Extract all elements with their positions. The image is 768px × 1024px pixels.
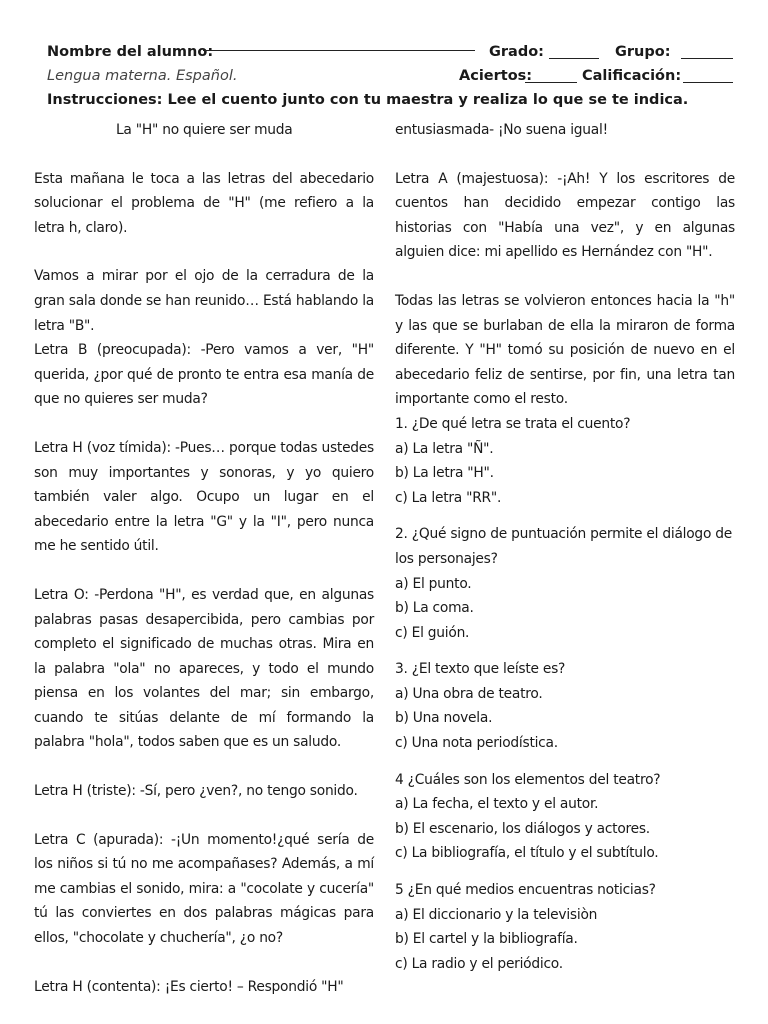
name-field[interactable] [203,50,475,51]
name-label: Nombre del alumno: [47,44,214,60]
question-text: 3. ¿El texto que leíste es? [395,661,566,678]
question-4 [395,768,735,866]
grade-field[interactable] [549,58,599,59]
story-paragraph: Vamos a mirar por el ojo de la cerradura de la gran sala donde se han reunido… Está hablando la letra "B". [34,268,374,334]
answer-option[interactable]: a) La fecha, el texto y el autor. [395,796,599,813]
story-paragraph: Letra B (preocupada): -Pero vamos a ver, "H" querida, ¿por qué de pronto te entra esa manía de que no quieres ser muda? [34,342,374,408]
question-text: 4 ¿Cuáles son los elementos del teatro? [395,771,661,788]
story-paragraph: Letra O: -Perdona "H", es verdad que, en algunas palabras pasas desapercibida, pero cambias por completo el significado de muchas otras. Mira en la palabra "ola" no apareces, y todo el mundo piensa en los volantes del mar; sin embargo, cuando te sitúas delante de mí formando la palabra "hola", todos saben que es un saludo. [34,586,374,751]
question-text: 5 ¿En qué medios encuentras noticias? [395,882,656,899]
story-paragraph: Letra A (majestuosa): -¡Ah! Y los escritores de cuentos han decidido empezar contigo las historias con "Había una vez", y en algunas alguien dice: mi apellido es Hernández con "H". [395,170,735,261]
score-label: Calificación: [582,68,682,84]
story-paragraph: Letra H (voz tímida): -Pues… porque todas ustedes son muy importantes y sonoras, y yo quiero también valer algo. Ocupo un lugar en el abecedario entre la letra "G" y la "I", pero nunca me he sentido útil. [34,439,374,555]
story-paragraph: Letra H (triste): -Sí, pero ¿ven?, no tengo sonido. [34,783,358,800]
story-paragraph: entusiasmada- ¡No suena igual! [395,122,608,138]
hits-label: Aciertos: [459,68,533,84]
answer-option[interactable]: c) La radio y el periódico. [395,955,563,972]
question-2 [395,522,735,645]
grade-label: Grado: [489,44,544,60]
answer-option[interactable]: b) El cartel y la bibliografía. [395,931,578,948]
answer-option[interactable]: b) El escenario, los diálogos y actores. [395,820,650,837]
answer-option[interactable]: b) Una novela. [395,710,493,727]
story-left-column [34,118,374,999]
score-field[interactable] [683,82,733,83]
group-label: Grupo: [615,44,671,60]
worksheet-header [47,44,737,108]
answer-option[interactable]: b) La coma. [395,600,474,617]
instructions: Instrucciones: Lee el cuento junto con tu maestra y realiza lo que se te indica. [47,92,689,108]
answer-option[interactable]: a) Una obra de teatro. [395,685,543,702]
hits-field[interactable] [525,82,577,83]
story-paragraph: Esta mañana le toca a las letras del abecedario solucionar el problema de "H" (me refiero a la letra h, claro). [34,170,374,236]
question-text: 2. ¿Qué signo de puntuación permite el diálogo de los personajes? [395,526,733,567]
answer-option[interactable]: a) La letra "Ñ". [395,440,494,457]
answer-option[interactable]: a) El punto. [395,575,472,592]
question-5 [395,878,735,976]
answer-option[interactable]: a) El diccionario y la televisiòn [395,906,598,923]
header-row-1 [47,44,737,68]
question-text: 1. ¿De qué letra se trata el cuento? [395,415,631,432]
group-field[interactable] [681,58,733,59]
story-paragraph: Todas las letras se volvieron entonces hacia la "h" y las que se burlaban de ella la miraron de forma diferente. Y "H" tomó su posición de nuevo en el abecedario feliz de sentirse, por fin, una letra tan importante como el resto. [395,292,735,408]
answer-option[interactable]: b) La letra "H". [395,465,494,482]
subject-label: Lengua materna. Español. [47,68,238,84]
story-paragraph: Letra H (contenta): ¡Es cierto! – Respondió "H" [34,978,344,995]
header-row-2 [47,68,737,92]
story-right-column [395,118,735,976]
question-3 [395,657,735,755]
answer-option[interactable]: c) La letra "RR". [395,489,502,506]
answer-option[interactable]: c) La bibliografía, el título y el subtítulo. [395,845,659,862]
answer-option[interactable]: c) Una nota periodística. [395,735,558,752]
story-title: La "H" no quiere ser muda [116,122,293,138]
story-paragraph: Letra C (apurada): -¡Un momento!¿qué sería de los niños si tú no me acompañases? Además, a mí me cambias el sonido, mira: a "cocolate y cucería" tú las conviertes en dos palabras mágicas para ellos, "chocolate y chuchería", ¿o no? [34,831,374,947]
answer-option[interactable]: c) El guión. [395,624,470,641]
question-1 [395,412,735,510]
